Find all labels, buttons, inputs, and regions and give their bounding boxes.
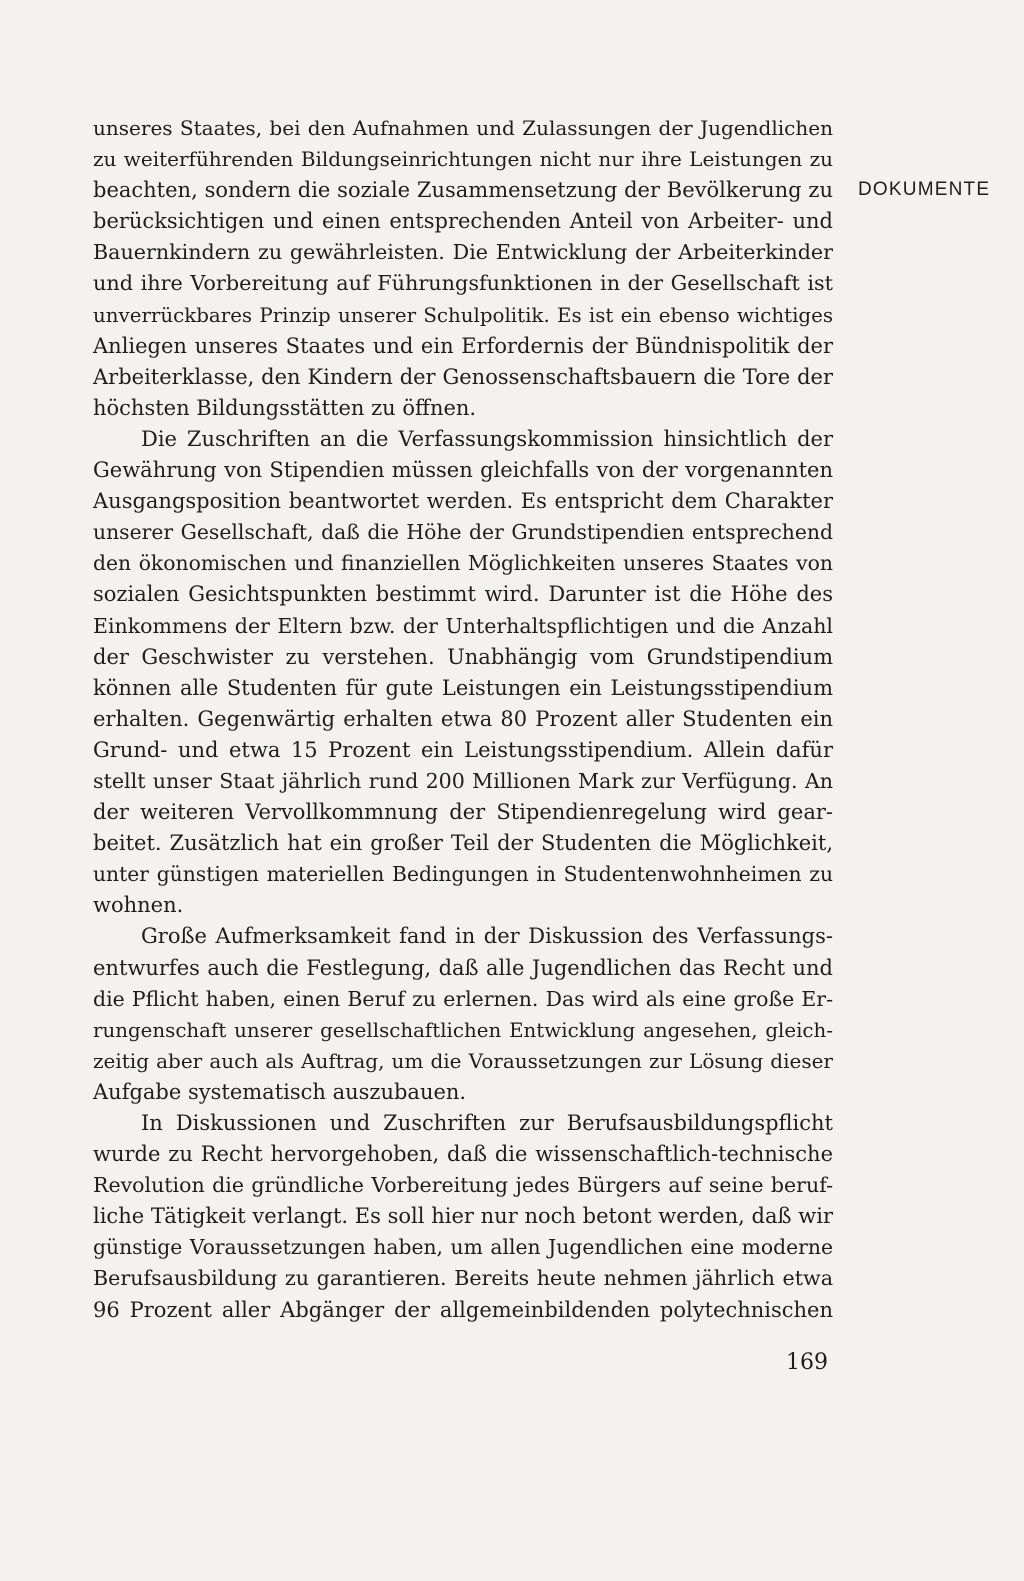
text-line: Grund- und etwa 15 Prozent ein Leistungsstipendium. Allein dafür [93,737,833,762]
text-line: erhalten. Gegenwärtig erhalten etwa 80 Prozent aller Studenten ein [93,706,833,731]
text-line: den ökonomischen und finanziellen Möglichkeiten unseres Staates von [93,551,833,576]
text-line: rungenschaft unserer gesellschaftlichen Entwicklung angesehen, gleich- [93,1018,833,1042]
text-line: Die Zuschriften an die Verfassungskommission hinsichtlich der [141,426,833,451]
text-line: wohnen. [93,893,184,918]
text-line: beitet. Zusätzlich hat ein großer Teil der Studenten die Möglichkeit, [93,831,833,856]
body-text [93,113,833,1326]
text-line: Gewährung von Stipendien müssen gleichfalls von der vorgenannten [93,458,833,483]
text-line: Bauernkindern zu gewährleisten. Die Entwicklung der Arbeiterkinder [93,240,833,265]
text-line: berücksichtigen und einen entsprechenden Anteil von Arbeiter- und [93,209,833,234]
text-line: der Geschwister zu verstehen. Unabhängig vom Grundstipendium [93,644,833,669]
text-line: unverrückbares Prinzip unserer Schulpolitik. Es ist ein ebenso wichtiges [93,303,833,327]
text-line: Ausgangsposition beantwortet werden. Es entspricht dem Charakter [93,489,833,514]
text-line: zu weiterführenden Bildungseinrichtungen nicht nur ihre Leistungen zu [93,147,833,172]
text-line: beachten, sondern die soziale Zusammensetzung der Bevölkerung zu [93,178,833,203]
text-line: unter günstigen materiellen Bedingungen in Studentenwohnheimen zu [93,862,833,887]
text-line: entwurfes auch die Festlegung, daß alle Jugendlichen das Recht und [93,955,833,980]
text-line: Anliegen unseres Staates und ein Erfordernis der Bündnispolitik der [93,333,833,358]
text-line: können alle Studenten für gute Leistungen ein Leistungsstipendium [93,675,833,700]
text-line: sozialen Gesichtspunkten bestimmt wird. Darunter ist die Höhe des [93,582,833,607]
text-line: und ihre Vorbereitung auf Führungsfunktionen in der Gesellschaft ist [93,271,833,296]
text-line: höchsten Bildungsstätten zu öffnen. [93,395,477,420]
text-line: unseres Staates, bei den Aufnahmen und Zulassungen der Jugendlichen [93,116,833,140]
text-line: Große Aufmerksamkeit fand in der Diskussion des Verfassungs- [141,924,833,949]
text-line: 96 Prozent aller Abgänger der allgemeinbildenden polytechnischen [93,1297,833,1322]
text-line: liche Tätigkeit verlangt. Es soll hier nur noch betont werden, daß wir [93,1204,833,1229]
text-line: unserer Gesellschaft, daß die Höhe der Grundstipendien entsprechend [93,520,833,545]
margin-note: DOKUMENTE [858,179,991,200]
text-line: der weiteren Vervollkommnung der Stipendienregelung wird gear- [93,800,833,825]
text-line: günstige Voraussetzungen haben, um allen Jugendlichen eine moderne [93,1235,833,1260]
text-line: wurde zu Recht hervorgehoben, daß die wissenschaftlich-technische [93,1142,833,1167]
text-line: Einkommens der Eltern bzw. der Unterhaltspflichtigen und die Anzahl [93,613,833,638]
text-line: zeitig aber auch als Auftrag, um die Voraussetzungen zur Lösung dieser [93,1048,833,1073]
text-line: die Pflicht haben, einen Beruf zu erlernen. Das wird als eine große Er- [93,986,833,1011]
page-number: 169 [786,1350,828,1375]
text-line: Arbeiterklasse, den Kindern der Genossenschaftsbauern die Tore der [93,364,833,389]
text-line: In Diskussionen und Zuschriften zur Berufsausbildungspflicht [141,1111,833,1135]
text-line: Aufgabe systematisch auszubauen. [93,1079,467,1104]
text-line: stellt unser Staat jährlich rund 200 Millionen Mark zur Verfügung. An [93,768,833,793]
text-line: Berufsausbildung zu garantieren. Bereits heute nehmen jährlich etwa [93,1266,833,1291]
text-line: Revolution die gründliche Vorbereitung jedes Bürgers auf seine beruf- [93,1173,833,1198]
